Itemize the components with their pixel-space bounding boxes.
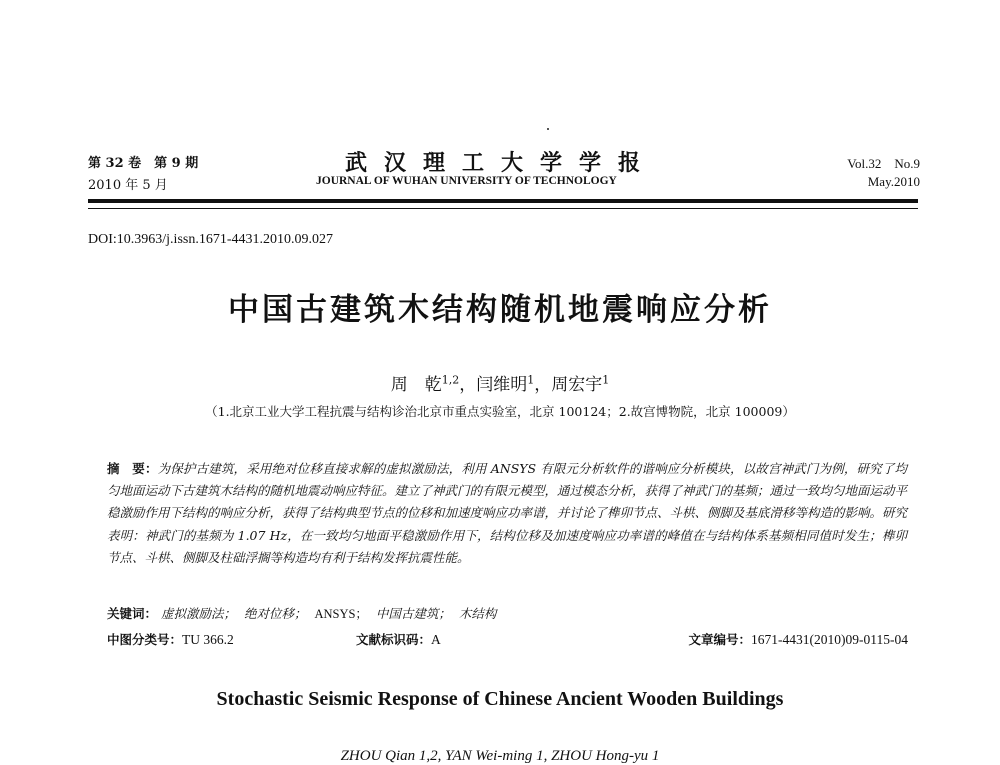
volume-issue-cn: 第 32 卷 第 9 期 bbox=[88, 156, 199, 171]
date-en: May.2010 bbox=[867, 174, 920, 189]
article-number bbox=[689, 630, 909, 648]
author-affil-mark: 1 bbox=[527, 373, 535, 387]
author-separator: ， bbox=[534, 375, 552, 395]
journal-title-en: JOURNAL OF WUHAN UNIVERSITY OF TECHNOLOGY bbox=[316, 175, 617, 187]
journal-title-cn: 武汉理工大学学报 bbox=[345, 150, 658, 176]
article-label: 文章编号： bbox=[688, 632, 752, 647]
speck bbox=[547, 128, 549, 130]
abstract-text: 为保护古建筑，采用绝对位移直接求解的虚拟激励法，利用 ANSYS 有限元分析软件的谐响应分析模块，以故宫神武门为例，研究了均匀地面运动下古建筑木结构的随机地震动响应特征。建立了神武门的有限元模型，通过模态分析，获得了神武门的基频；通过一致均匀地面运动平稳激励作用下结构的响应分析，获得了结构典型节点的位移和加速度响应功率谱，并讨论了榫卯节点、斗栱、侧脚及基底滑移等构造的影响。研究表明：神武门的基频为 1.07 Hz，在一致均匀地面平稳激励作用下，结构位移及加速度响应功率谱的峰值在与结构体系基频相同值时发生；榫卯节点、斗栱、侧脚及柱础浮搁等构造均有利于结构发挥抗震性能。 bbox=[107, 461, 908, 565]
paper-title-cn: 中国古建筑木结构随机地震响应分析 bbox=[228, 292, 772, 328]
doi: DOI:10.3963/j.issn.1671-4431.2010.09.027 bbox=[88, 232, 333, 247]
clc-label: 中图分类号： bbox=[107, 632, 183, 647]
keyword: ANSYS； bbox=[314, 607, 368, 621]
author-name: 周宏宇 bbox=[551, 375, 603, 395]
header-rule-thin bbox=[88, 208, 918, 209]
keyword: 虚拟激励法； bbox=[161, 606, 237, 621]
abstract-label: 摘 要： bbox=[107, 461, 158, 476]
affiliation: （1.北京工业大学工程抗震与结构诊治北京市重点实验室，北京 100124；2.故宫博物院，北京 100009） bbox=[205, 404, 795, 419]
author-affil-mark: 1 bbox=[602, 373, 610, 387]
keywords bbox=[107, 604, 496, 622]
document-code bbox=[356, 630, 441, 648]
clc-value: TU 366.2 bbox=[182, 632, 234, 647]
author-name: 闫维明 bbox=[476, 375, 528, 395]
paper-title-en: Stochastic Seismic Response of Chinese Ancient Wooden Buildings bbox=[216, 688, 784, 710]
keywords-label: 关键词： bbox=[107, 606, 158, 621]
date-cn: 2010 年 5 月 bbox=[88, 178, 168, 193]
keyword: 绝对位移； bbox=[243, 606, 307, 621]
doc-label: 文献标识码： bbox=[356, 632, 432, 647]
author-affil-mark: 1,2 bbox=[441, 373, 460, 387]
header-rule-thick bbox=[88, 199, 918, 203]
author-list-cn bbox=[0, 370, 1000, 395]
clc-number bbox=[107, 630, 234, 648]
keyword: 中国古建筑； bbox=[375, 606, 451, 621]
keyword: 木结构 bbox=[458, 606, 497, 621]
abstract bbox=[107, 458, 907, 569]
article-value: 1671-4431(2010)09-0115-04 bbox=[751, 632, 908, 647]
author-separator: ， bbox=[459, 375, 477, 395]
doc-value: A bbox=[431, 632, 441, 647]
author-list-en: ZHOU Qian 1,2, YAN Wei-ming 1, ZHOU Hong-yu 1 bbox=[340, 748, 660, 764]
author-name: 周 乾 bbox=[390, 375, 442, 395]
volume-issue-en: Vol.32 No.9 bbox=[847, 156, 920, 171]
